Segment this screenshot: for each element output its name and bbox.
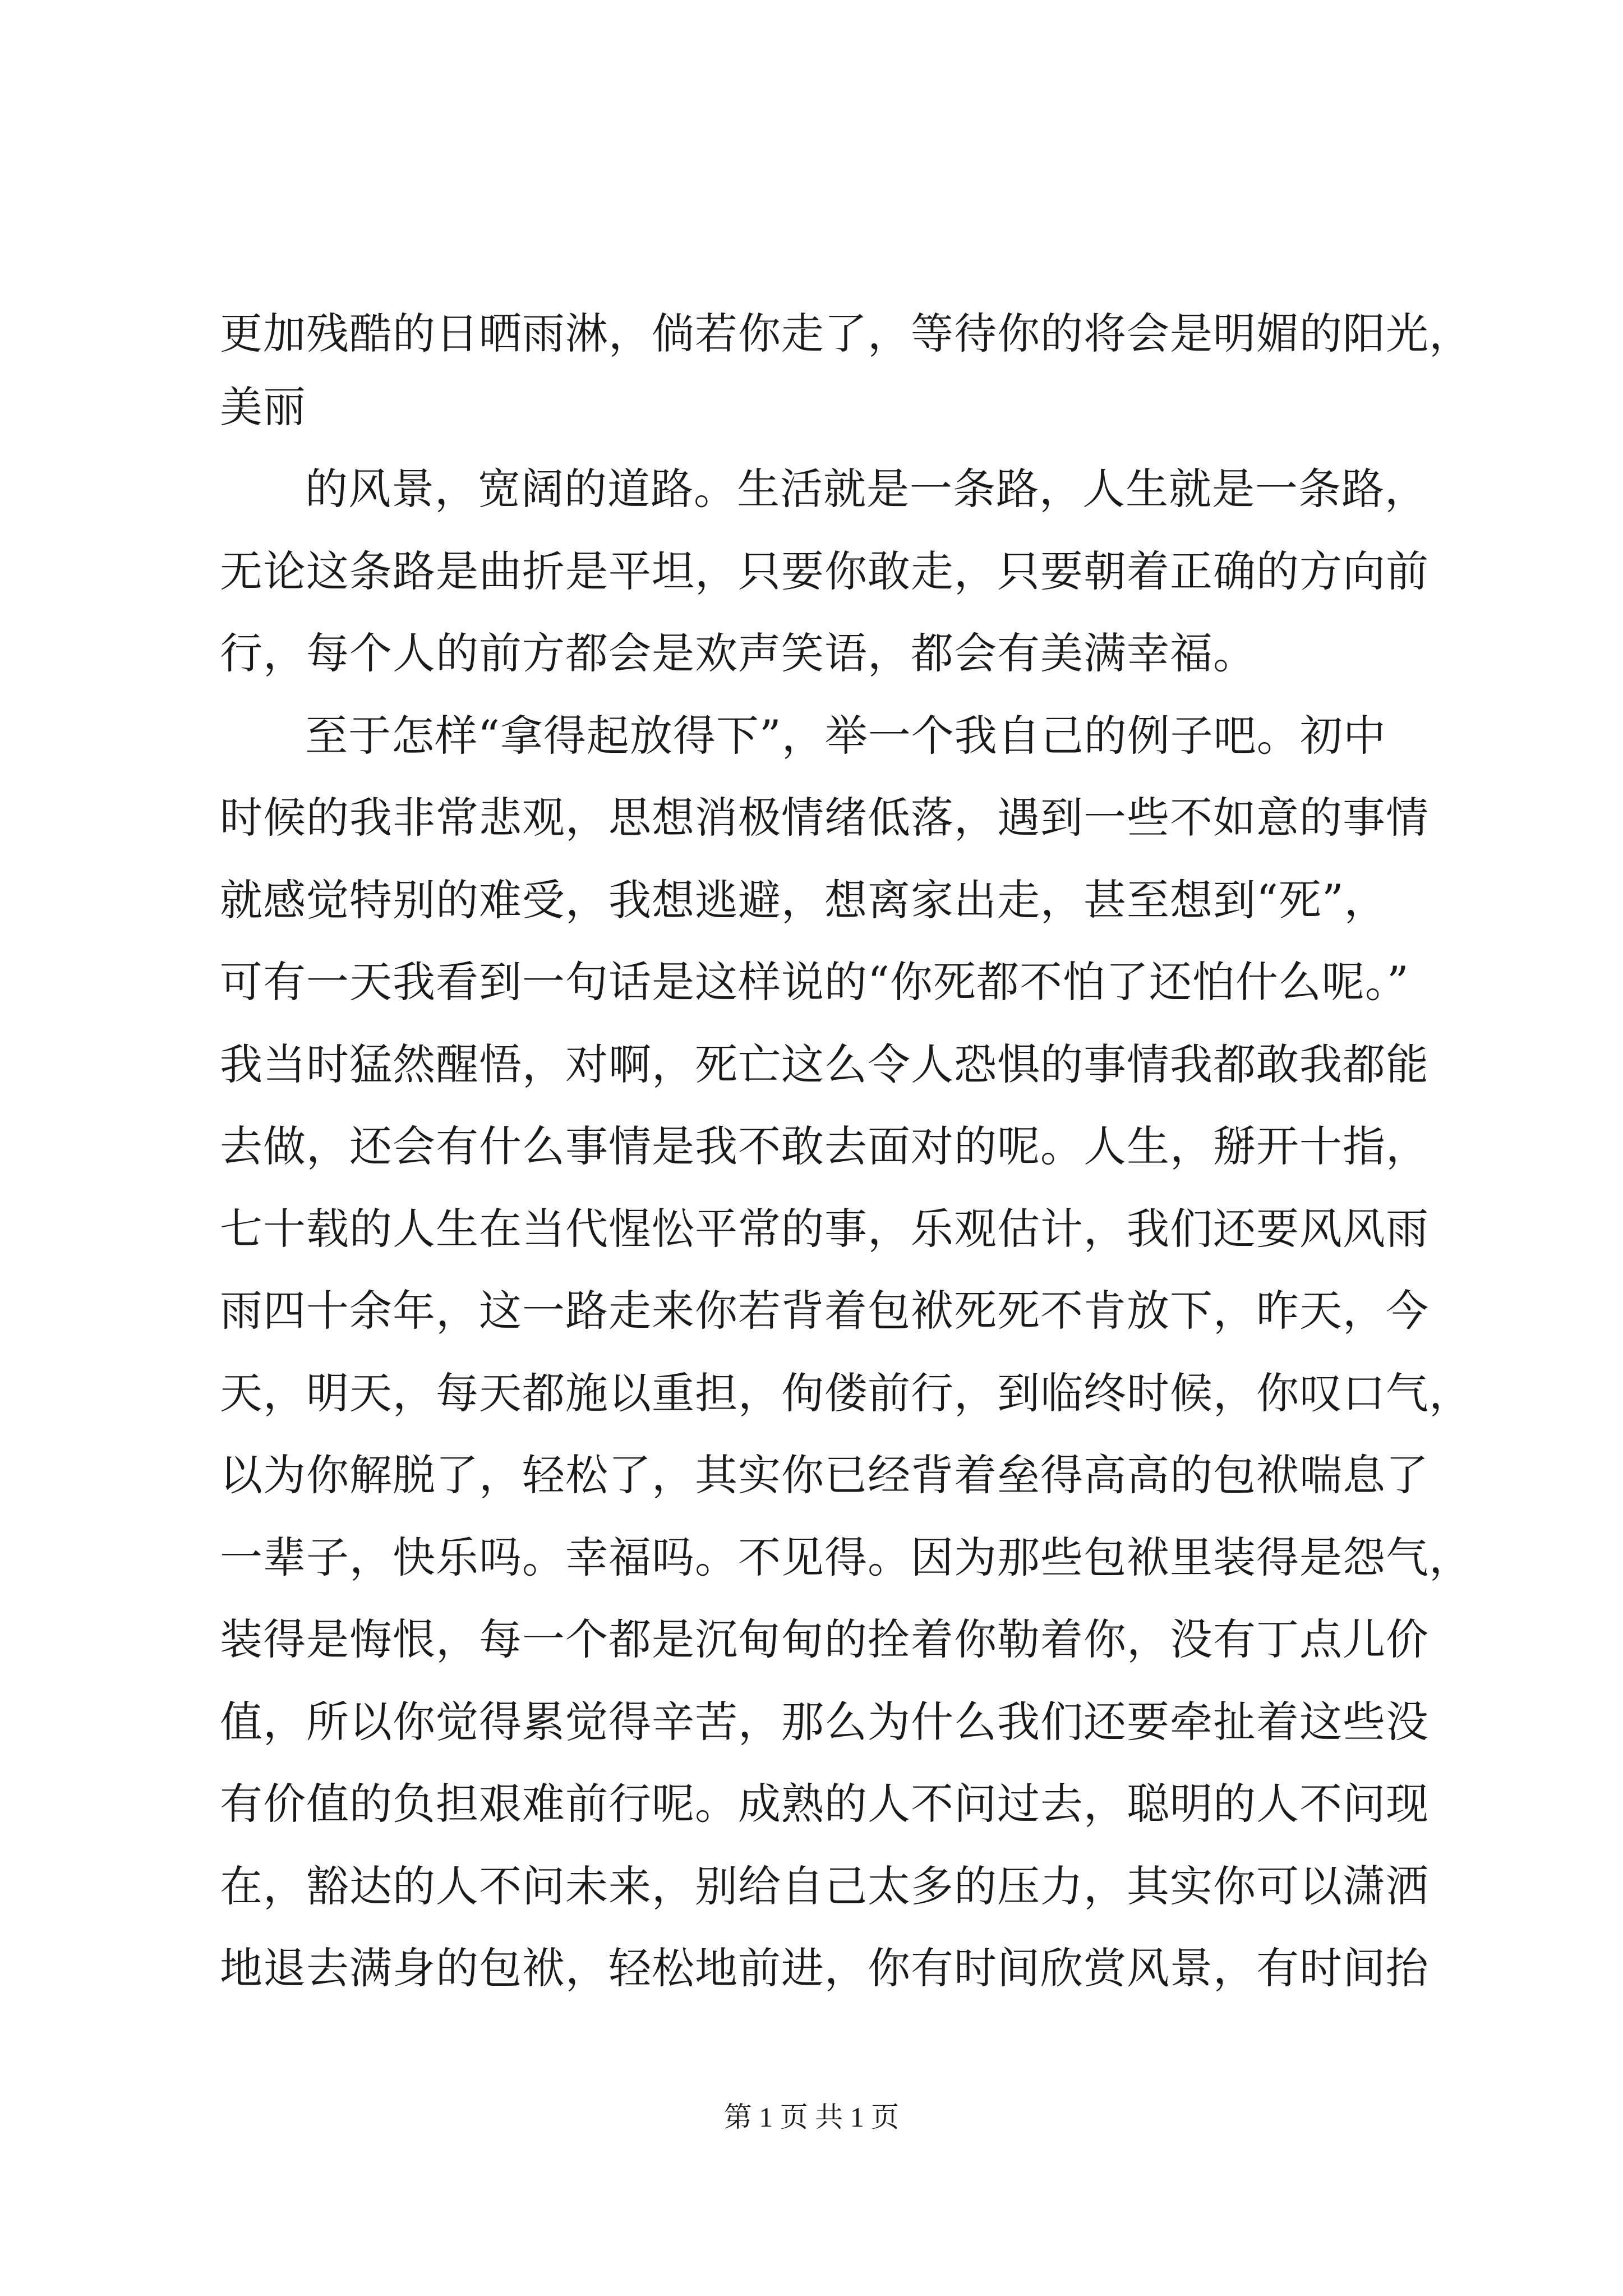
text-line: 的风景，宽阔的道路。生活就是一条路，人生就是一条路， [305, 464, 1428, 514]
text-line: 我当时猛然醒悟，对啊，死亡这么令人恐惧的事情我都敢我都能 [220, 1039, 1429, 1089]
text-line: 美丽 [220, 382, 306, 432]
text-line: 七十载的人生在当代惺忪平常的事，乐观估计，我们还要风风雨 [220, 1204, 1429, 1254]
text-line: 一辈子，快乐吗。幸福吗。不见得。因为那些包袱里装得是怨气， [220, 1533, 1472, 1582]
text-line: 去做，还会有什么事情是我不敢去面对的呢。人生，掰开十指， [220, 1121, 1429, 1171]
text-line: 时候的我非常悲观，思想消极情绪低落，遇到一些不如意的事情 [220, 793, 1429, 843]
text-line: 值，所以你觉得累觉得辛苦，那么为什么我们还要牵扯着这些没 [220, 1697, 1429, 1747]
text-line: 装得是悔恨，每一个都是沉甸甸的拴着你勒着你，没有丁点儿价 [220, 1614, 1429, 1664]
text-line: 雨四十余年，这一路走来你若背着包袱死死不肯放下，昨天，今 [220, 1286, 1429, 1336]
text-line: 天，明天，每天都施以重担，佝偻前行，到临终时候，你叹口气， [220, 1368, 1472, 1418]
text-line: 更加残酷的日晒雨淋，倘若你走了，等待你的将会是明媚的阳光， [220, 309, 1472, 358]
text-line: 有价值的负担艰难前行呢。成熟的人不问过去，聪明的人不问现 [220, 1779, 1429, 1829]
text-line: 地退去满身的包袱，轻松地前进，你有时间欣赏风景，有时间抬 [220, 1943, 1429, 1993]
text-line: 至于怎样“拿得起放得下”，举一个我自己的例子吧。初中 [305, 711, 1386, 761]
text-line: 行，每个人的前方都会是欢声笑语，都会有美满幸福。 [220, 628, 1256, 678]
text-line: 以为你解脱了，轻松了，其实你已经背着垒得高高的包袱喘息了 [220, 1450, 1429, 1500]
text-line: 无论这条路是曲折是平坦，只要你敢走，只要朝着正确的方向前 [220, 546, 1429, 596]
page-footer: 第 1 页 共 1 页 [723, 2101, 900, 2133]
text-line: 可有一天我看到一句话是这样说的“你死都不怕了还怕什么呢。” [220, 957, 1409, 1007]
text-line: 就感觉特别的难受，我想逃避，想离家出走，甚至想到“死”， [220, 875, 1387, 925]
text-line: 在，豁达的人不问未来，别给自己太多的压力，其实你可以潇洒 [220, 1861, 1429, 1911]
